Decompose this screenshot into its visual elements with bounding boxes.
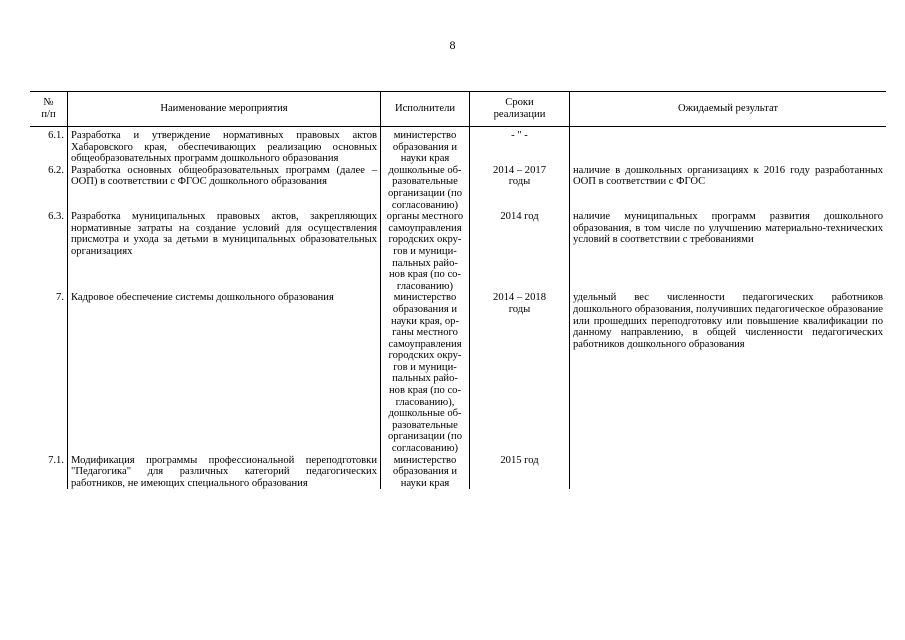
table-row: [30, 292, 886, 454]
row-num: 7.1.: [30, 455, 68, 490]
row-result: [570, 455, 887, 490]
row-executors: дошкольные об- разовательные организации (по согласованию): [381, 165, 470, 211]
header-executors: Исполнители: [381, 92, 470, 127]
row-result: наличие муниципальных программ развития дошкольного образования, в том числе по улучшению материально-технических условий в соответствии с требованиями: [570, 211, 887, 292]
row-executors: органы местного самоуправления городских окру- гов и муници- пальных райо- нов края (по со- гласованию): [381, 211, 470, 292]
row-name: Кадровое обеспечение системы дошкольного образования: [68, 292, 381, 454]
table-row: [30, 127, 886, 165]
row-name: Разработка муниципальных правовых актов, закрепляющих нормативные затраты на создание условий для осуществления присмотра и ухода за детьми в муниципальных образовательных организациях: [68, 211, 381, 292]
header-name: Наименование мероприятия: [68, 92, 381, 127]
row-num: 6.1.: [30, 127, 68, 165]
row-name: Разработка основных общеобразовательных программ (далее – ООП) в соответствии с ФГОС дошкольного образования: [68, 165, 381, 211]
measures-table: [30, 91, 886, 489]
row-executors: министерство образования и науки края: [381, 127, 470, 165]
row-num: 6.2.: [30, 165, 68, 211]
header-terms: Сроки реализации: [470, 92, 570, 127]
row-terms: 2014 – 2018 годы: [470, 292, 570, 454]
header-result: Ожидаемый результат: [570, 92, 887, 127]
row-terms: 2014 год: [470, 211, 570, 292]
row-executors: министерство образования и науки края, ор- ганы местного самоуправления городских окру- гов и муници- пальных райо- нов края (по со- гласованию), дошкольные об- разовательные организации (по согласованию): [381, 292, 470, 454]
header-num: № п/п: [30, 92, 68, 127]
page-number: 8: [449, 38, 456, 52]
row-num: 6.3.: [30, 211, 68, 292]
table-row: [30, 455, 886, 490]
table-row: [30, 211, 886, 292]
row-name: Модификация программы профессиональной переподготовки "Педагогика" для различных категорий педагогических работников, не имеющих специального образования: [68, 455, 381, 490]
row-terms: 2014 – 2017 годы: [470, 165, 570, 211]
table-row: [30, 165, 886, 211]
row-result: наличие в дошкольных организациях к 2016 году разработанных ООП в соответствии с ФГОС: [570, 165, 887, 211]
row-terms: - " -: [470, 127, 570, 165]
table-header-row: [30, 92, 886, 127]
row-name: Разработка и утверждение нормативных правовых актов Хабаровского края, обеспечивающих реализацию основных общеобразовательных программ дошкольного образования: [68, 127, 381, 165]
row-num: 7.: [30, 292, 68, 454]
row-result: удельный вес численности педагогических работников дошкольного образования, получивших педагогическое образование или прошедших переподготовку или повышение квалификации по данному направлению, в общей численности педагогических работников дошкольного образования: [570, 292, 887, 454]
row-terms: 2015 год: [470, 455, 570, 490]
row-executors: министерство образования и науки края: [381, 455, 470, 490]
row-result: [570, 127, 887, 165]
